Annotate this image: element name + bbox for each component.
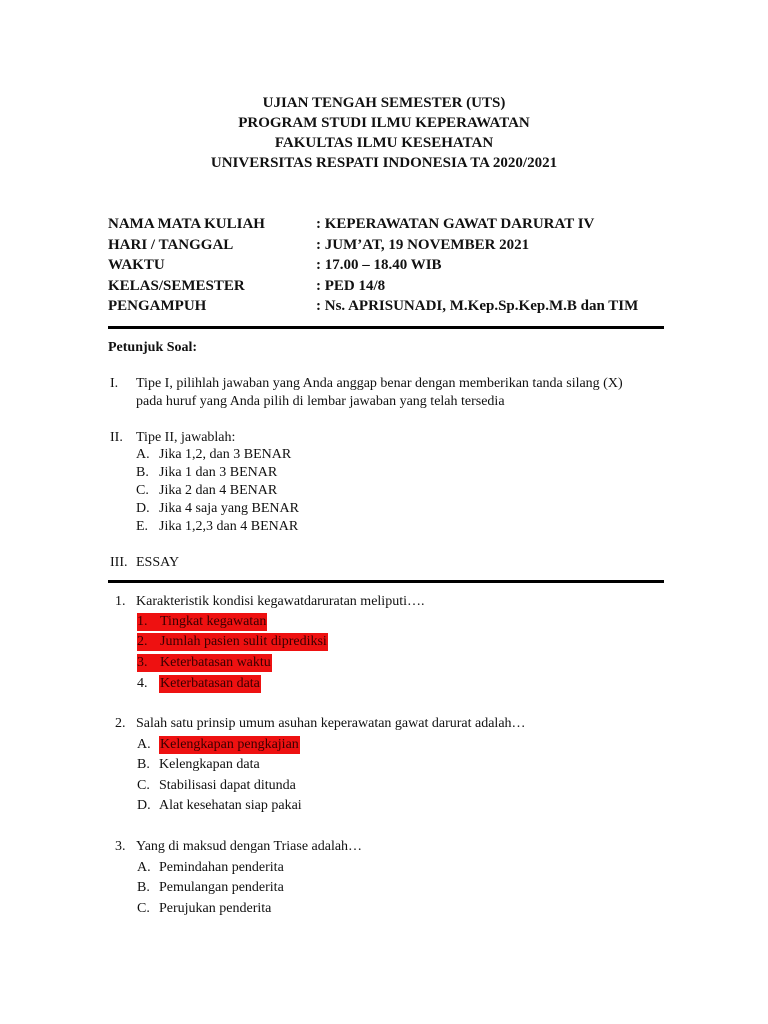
- option-text: Jika 2 dan 4 BENAR: [159, 483, 278, 498]
- option-text: Jika 1,2,3 dan 4 BENAR: [159, 519, 299, 534]
- option-number: 1.: [137, 613, 160, 631]
- option-letter: D.: [137, 798, 151, 813]
- section-number: I.: [110, 376, 119, 391]
- info-label: PENGAMPUH: [108, 298, 207, 314]
- info-row-class: [108, 276, 668, 297]
- info-value: : JUM’AT, 19 NOVEMBER 2021: [316, 236, 530, 253]
- question-text: Salah satu prinsip umum asuhan keperawatan gawat darurat adalah…: [136, 716, 526, 731]
- option-text-highlighted: Keterbatasan waktu: [160, 655, 271, 670]
- divider-bottom: [108, 580, 664, 583]
- info-row-lecturer: [108, 296, 668, 317]
- option-number: 4.: [137, 676, 148, 691]
- section-number: III.: [110, 555, 128, 570]
- option-text: Jika 4 saja yang BENAR: [159, 501, 299, 516]
- info-label: KELAS/SEMESTER: [108, 277, 245, 294]
- option-text-highlighted: Tingkat kegawatan: [160, 614, 267, 629]
- option-letter: C.: [137, 901, 150, 916]
- question-number: 2.: [115, 716, 126, 731]
- option-letter: A.: [137, 737, 151, 752]
- option-letter: C.: [136, 483, 149, 498]
- divider-top: [108, 326, 664, 329]
- option-number: 2.: [137, 633, 160, 651]
- exam-header: [0, 93, 768, 173]
- option-letter: B.: [136, 465, 149, 480]
- option-text: Pemulangan penderita: [159, 880, 284, 895]
- section-text: [136, 375, 676, 411]
- question-text: Yang di maksud dengan Triase adalah…: [136, 839, 363, 854]
- option-letter: E.: [136, 519, 149, 534]
- instructions-title: Petunjuk Soal:: [108, 340, 198, 355]
- option-text: Stabilisasi dapat ditunda: [159, 778, 296, 793]
- header-university: UNIVERSITAS RESPATI INDONESIA TA 2020/2021: [210, 155, 558, 171]
- option-letter: A.: [136, 447, 150, 462]
- option-text-highlighted: Jumlah pasien sulit diprediksi: [160, 634, 327, 649]
- option-letter: D.: [136, 501, 150, 516]
- option-text: Alat kesehatan siap pakai: [159, 798, 302, 813]
- option-text: Jika 1 dan 3 BENAR: [159, 465, 278, 480]
- option-number: 3.: [137, 654, 160, 672]
- option-text-highlighted: Keterbatasan data: [160, 676, 260, 691]
- info-label: HARI / TANGGAL: [108, 236, 234, 253]
- option-text-highlighted: Kelengkapan pengkajian: [160, 737, 299, 752]
- info-label: WAKTU: [108, 257, 165, 273]
- option-letter: B.: [137, 757, 150, 772]
- option-text: Pemindahan penderita: [159, 860, 284, 875]
- option-letter: C.: [137, 778, 150, 793]
- section-number: II.: [110, 430, 123, 445]
- header-program: PROGRAM STUDI ILMU KEPERAWATAN: [238, 115, 530, 131]
- info-value: : 17.00 – 18.40 WIB: [316, 257, 442, 273]
- exam-info: [108, 214, 668, 317]
- option-text: Perujukan penderita: [159, 901, 272, 916]
- header-title: UJIAN TENGAH SEMESTER (UTS): [262, 95, 506, 111]
- question-number: 1.: [115, 594, 126, 609]
- info-row-date: [108, 235, 668, 256]
- info-row-time: [108, 255, 668, 276]
- option-text: Jika 1,2, dan 3 BENAR: [159, 447, 292, 462]
- section-text: Tipe II, jawablah:: [136, 430, 236, 445]
- question-number: 3.: [115, 839, 126, 854]
- info-label: NAMA MATA KULIAH: [108, 216, 265, 232]
- option-letter: B.: [137, 880, 150, 895]
- option-text: Kelengkapan data: [159, 757, 260, 772]
- info-row-course: [108, 214, 668, 235]
- question-text: Karakteristik kondisi kegawatdaruratan meliputi….: [136, 594, 425, 609]
- section-text-line: pada huruf yang Anda pilih di lembar jawaban yang telah tersedia: [136, 394, 505, 409]
- info-value: : PED 14/8: [316, 277, 386, 294]
- header-faculty: FAKULTAS ILMU KESEHATAN: [274, 135, 494, 151]
- option-letter: A.: [137, 860, 151, 875]
- info-value: : Ns. APRISUNADI, M.Kep.Sp.Kep.M.B dan TIM: [316, 298, 639, 314]
- section-text-line: Tipe I, pilihlah jawaban yang Anda anggap benar dengan memberikan tanda silang (X): [136, 376, 623, 391]
- section-text: ESSAY: [136, 555, 180, 570]
- info-value: : KEPERAWATAN GAWAT DARURAT IV: [316, 216, 595, 232]
